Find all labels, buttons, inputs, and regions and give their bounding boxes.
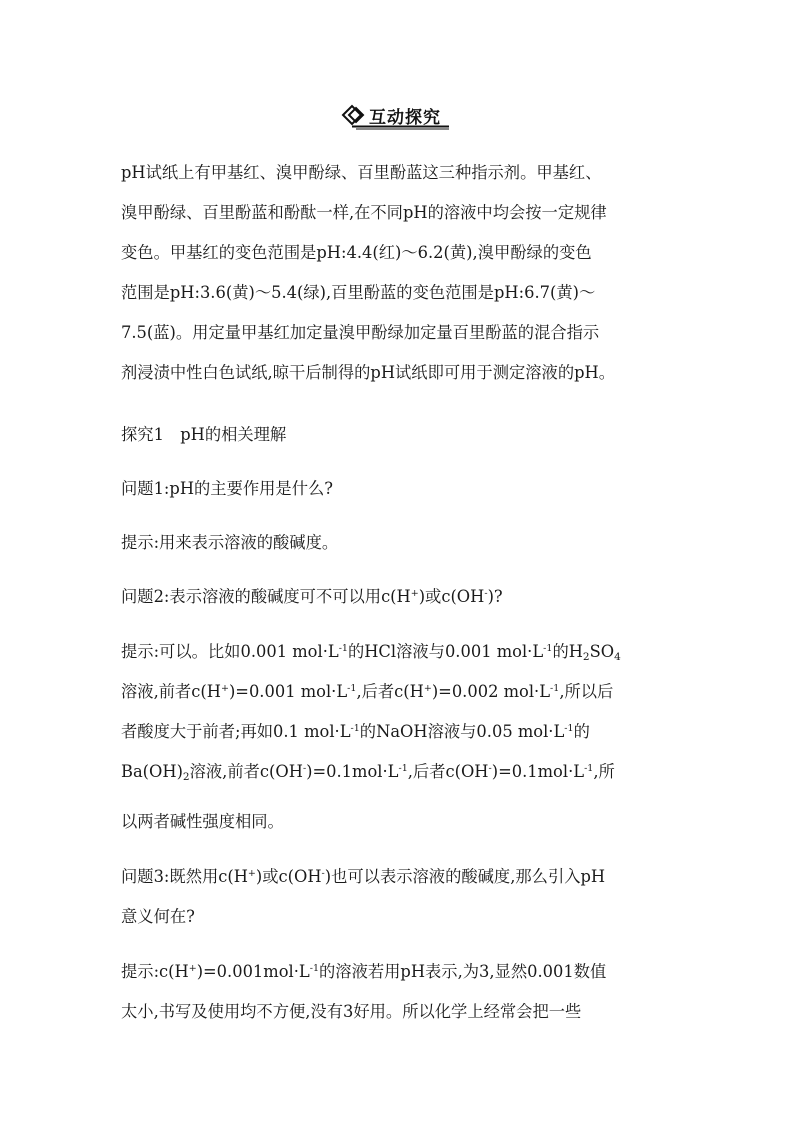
section-title: 互动探究 [369,108,441,128]
text-segment: ,后者c(OH [407,762,489,781]
superscript: + [220,683,229,694]
text-segment: )或c(OH [418,587,485,606]
text-segment: SO [589,642,615,661]
text-segment: Ba(OH) [121,762,183,781]
superscript: -1 [398,763,408,774]
superscript: -1 [564,723,574,734]
text-segment: 溶液,前者c(H [121,682,221,701]
text-segment: )=0.001mol·L [196,962,310,981]
text-segment: ,后者c(H [356,682,424,701]
superscript: -1 [350,723,360,734]
text-segment: )? [487,587,503,606]
text-segment: )=0.001 mol·L [228,682,348,701]
intro-line-3: 变色。甲基红的变色范围是pH:4.4(红)～6.2(黄),溴甲酚绿的变色 [121,243,592,262]
text-segment: 提示:c(H [121,962,189,981]
superscript: -1 [584,763,594,774]
explore-heading: 探究1 pH的相关理解 [121,425,287,444]
text-segment: 者酸度大于前者;再如0.1 mol·L [121,722,351,741]
text-segment: 问题3:既然用c(H [121,867,248,886]
superscript: -1 [338,643,348,654]
answer-2-line-3 [121,721,590,743]
intro-line-1: pH试纸上有甲基红、溴甲酚绿、百里酚蓝这三种指示剂。甲基红、 [121,163,602,182]
answer-2-line-4 [121,761,615,783]
superscript: - [302,763,307,774]
superscript: - [488,763,492,774]
answer-3-line-1 [121,961,606,983]
subscript: 4 [614,651,621,663]
text-segment: ,所以后 [559,682,614,701]
answer-2-line-1 [121,641,621,663]
text-segment: 的HCl溶液与0.001 mol·L [347,642,544,661]
subscript: 2 [582,651,590,663]
text-segment: ,所 [593,762,615,781]
question-1: 问题1:pH的主要作用是什么? [121,479,334,498]
text-segment: 溶液,前者c(OH [189,762,303,781]
question-3-line-2: 意义何在? [121,907,195,926]
answer-2-line-5: 以两者碱性强度相同。 [121,812,284,831]
text-segment: )也可以表示溶液的酸碱度,那么引入pH [324,867,606,886]
question-3-line-1 [121,866,605,888]
text-segment: )=0.1mol·L [306,762,399,781]
subscript: 2 [182,771,190,783]
superscript: + [188,963,197,974]
intro-line-2: 溴甲酚绿、百里酚蓝和酚酞一样,在不同pH的溶液中均会按一定规律 [121,203,607,222]
intro-line-4: 范围是pH:3.6(黄)～5.4(绿),百里酚蓝的变色范围是pH:6.7(黄)～ [121,283,596,302]
intro-line-6: 剂浸渍中性白色试纸,晾干后制得的pH试纸即可用于测定溶液的pH。 [121,363,616,382]
text-segment: 的溶液若用pH表示,为3,显然0.001数值 [319,962,607,981]
superscript: -1 [347,683,357,694]
text-segment: 提示:可以。比如0.001 mol·L [121,642,339,661]
superscript: + [423,683,432,694]
question-2 [121,586,503,608]
superscript: -1 [543,643,553,654]
superscript: - [484,588,488,599]
superscript: + [247,868,256,879]
text-segment: 的NaOH溶液与0.05 mol·L [359,722,565,741]
answer-1: 提示:用来表示溶液的酸碱度。 [121,533,339,552]
answer-2-line-2 [121,681,613,703]
intro-line-5: 7.5(蓝)。用定量甲基红加定量溴甲酚绿加定量百里酚蓝的混合指示 [121,323,600,342]
text-segment: )=0.1mol·L [491,762,585,781]
text-segment: )或c(OH [255,867,322,886]
text-segment: 的H [552,642,583,661]
superscript: + [410,588,419,599]
section-header [339,100,451,130]
superscript: - [321,868,325,879]
text-segment: )=0.002 mol·L [431,682,551,701]
text-segment: 的 [573,722,590,741]
answer-3-line-2: 太小,书写及使用均不方便,没有3好用。所以化学上经常会把一些 [121,1002,582,1021]
superscript: -1 [309,963,319,974]
text-segment: 问题2:表示溶液的酸碱度可不可以用c(H [121,587,411,606]
superscript: -1 [550,683,560,694]
